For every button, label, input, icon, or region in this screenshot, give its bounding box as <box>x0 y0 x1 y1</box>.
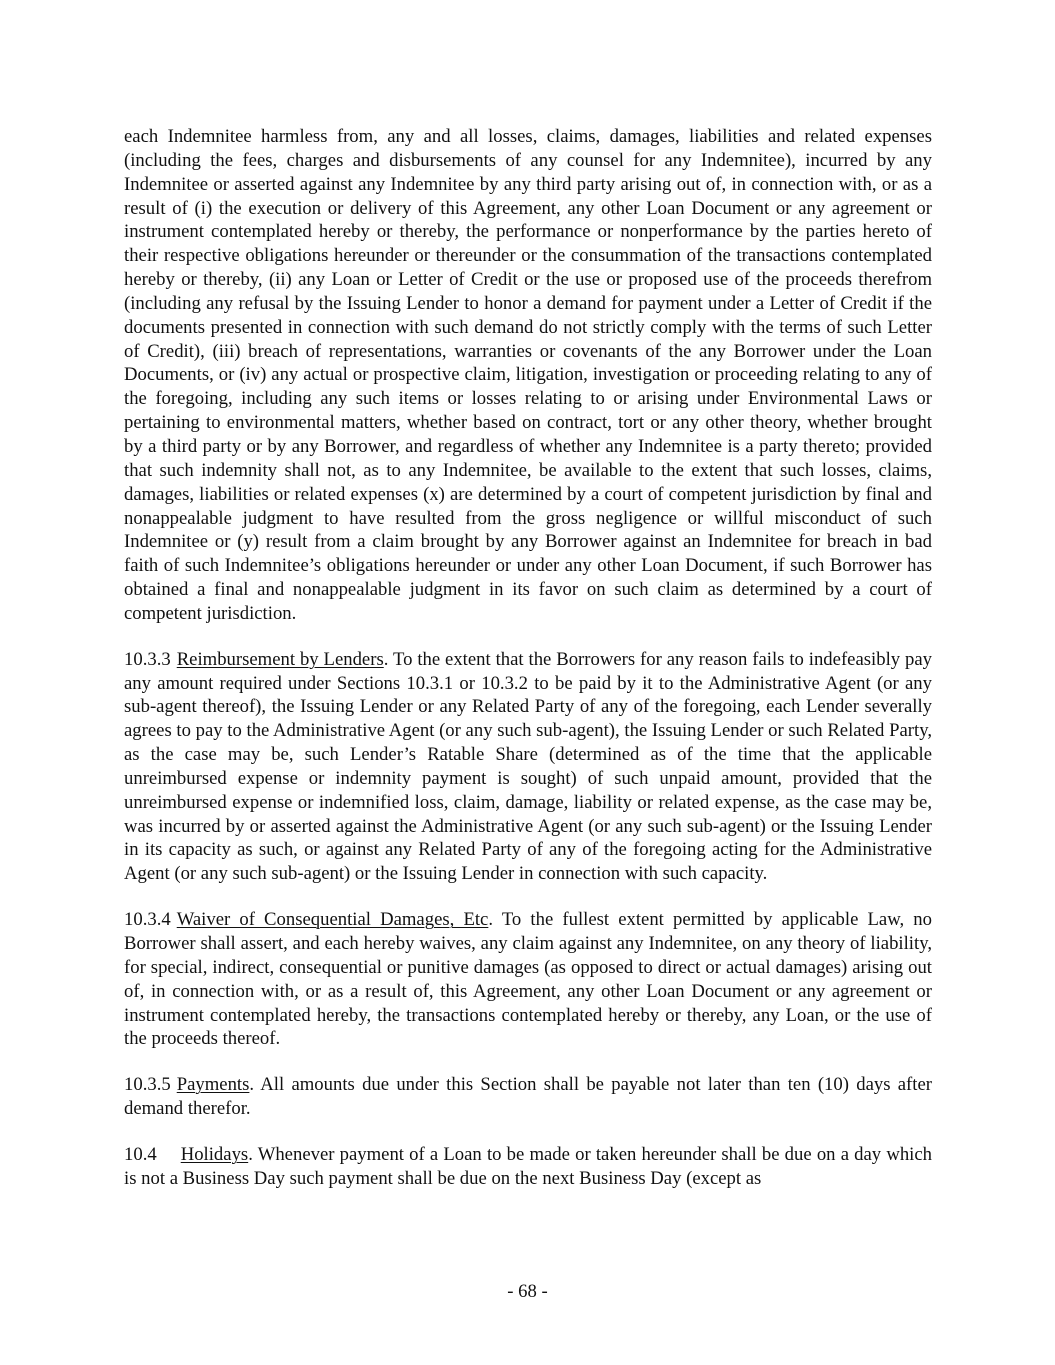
document-page <box>124 125 932 1213</box>
section-heading: Waiver of Consequential Damages, Etc <box>176 909 489 931</box>
section-body: . Whenever payment of a Loan to be made or taken hereunder shall be due on a day which is not a Business Day such payment shall be due on the next Business Day (except as <box>124 1143 932 1189</box>
section-10-3-4 <box>124 908 932 1051</box>
section-number: 10.3.3 <box>124 648 171 670</box>
section-number: 10.3.4 <box>124 909 171 931</box>
section-body: . To the fullest extent permitted by applicable Law, no Borrower shall assert, and each hereby waives, any claim against any Indemnitee, on any theory of liability, for special, indirect, consequential or punitive damages (as opposed to direct or actual damages) arising out of, in connection with, or as a result of, this Agreement, any other Loan Document or any agreement or instrument contemplated hereby, the transactions contemplated hereby or thereby, any Loan, or the use of the proceeds thereof. <box>124 909 932 1050</box>
section-10-3-3 <box>124 648 932 886</box>
section-body: . All amounts due under this Section shall be payable not later than ten (10) days after demand therefor. <box>124 1074 932 1120</box>
paragraph-text: each Indemnitee harmless from, any and all losses, claims, damages, liabilities and related expenses (including the fees, charges and disbursements of any counsel for any Indemnitee), incurred by any Indemnitee or asserted against any Indemnitee by any third party arising out of, in connection with, or as a result of (i) the execution or delivery of this Agreement, any other Loan Document or any agreement or instrument contemplated hereby or thereby, the performance or nonperformance by the parties hereto of their respective obligations hereunder or thereunder or the consummation of the transactions contemplated hereby or thereby, (ii) any Loan or Letter of Credit or the use or proposed use of the proceeds therefrom (including any refusal by the Issuing Lender to honor a demand for payment under a Letter of Credit if the documents presented in connection with such demand do not strictly comply with the terms of such Letter of Credit), (iii) breach of representations, warranties or covenants of the any Borrower under the Loan Documents, or (iv) any actual or prospective claim, litigation, investigation or proceeding relating to any of the foregoing, including any such items or losses relating to or arising under Environmental Laws or pertaining to environmental matters, whether based on contract, tort or any other theory, whether brought by a third party or by any Borrower, and regardless of whether any Indemnitee is a party thereto; provided that such indemnity shall not, as to any Indemnitee, be available to the extent that such losses, claims, damages, liabilities or related expenses (x) are determined by a court of competent jurisdiction by final and nonappealable judgment to have resulted from the gross negligence or willful misconduct of such Indemnitee or (y) result from a claim brought by any Borrower against an Indemnitee for breach in bad faith of such Indemnitee’s obligations hereunder or under any other Loan Document, if such Borrower has obtained a final and nonappealable judgment in its favor on such claim as determined by a court of competent jurisdiction. <box>124 126 932 624</box>
section-body: . To the extent that the Borrowers for any reason fails to indefeasibly pay any amount required under Sections 10.3.1 or 10.3.2 to be paid by it to the Administrative Agent (or any sub-agent thereof), the Issuing Lender or any Related Party of any of the foregoing, each Lender severally agrees to pay to the Administrative Agent (or any such sub-agent), the Issuing Lender or such Related Party, as the case may be, such Lender’s Ratable Share (determined as of the time that the applicable unreimbursed expense or indemnity payment is sought) of such unpaid amount, provided that the unreimbursed expense or indemnified loss, claim, damage, liability or related expense, as the case may be, was incurred by or asserted against the Administrative Agent (or any such sub-agent) or the Issuing Lender in its capacity as such, or against any Related Party of any of the foregoing acting for the Administrative Agent (or any such sub-agent) or the Issuing Lender in connection with such capacity. <box>124 648 932 885</box>
section-10-3-5 <box>124 1073 932 1121</box>
section-heading: Reimbursement by Lenders <box>176 648 384 670</box>
paragraph-indemnification-continued <box>124 125 932 626</box>
section-number: 10.4 <box>124 1143 157 1165</box>
section-10-4 <box>124 1143 932 1191</box>
page-number: - 68 - <box>507 1281 548 1302</box>
section-heading: Holidays <box>180 1143 249 1165</box>
section-number: 10.3.5 <box>124 1074 171 1096</box>
section-heading: Payments <box>176 1074 250 1096</box>
